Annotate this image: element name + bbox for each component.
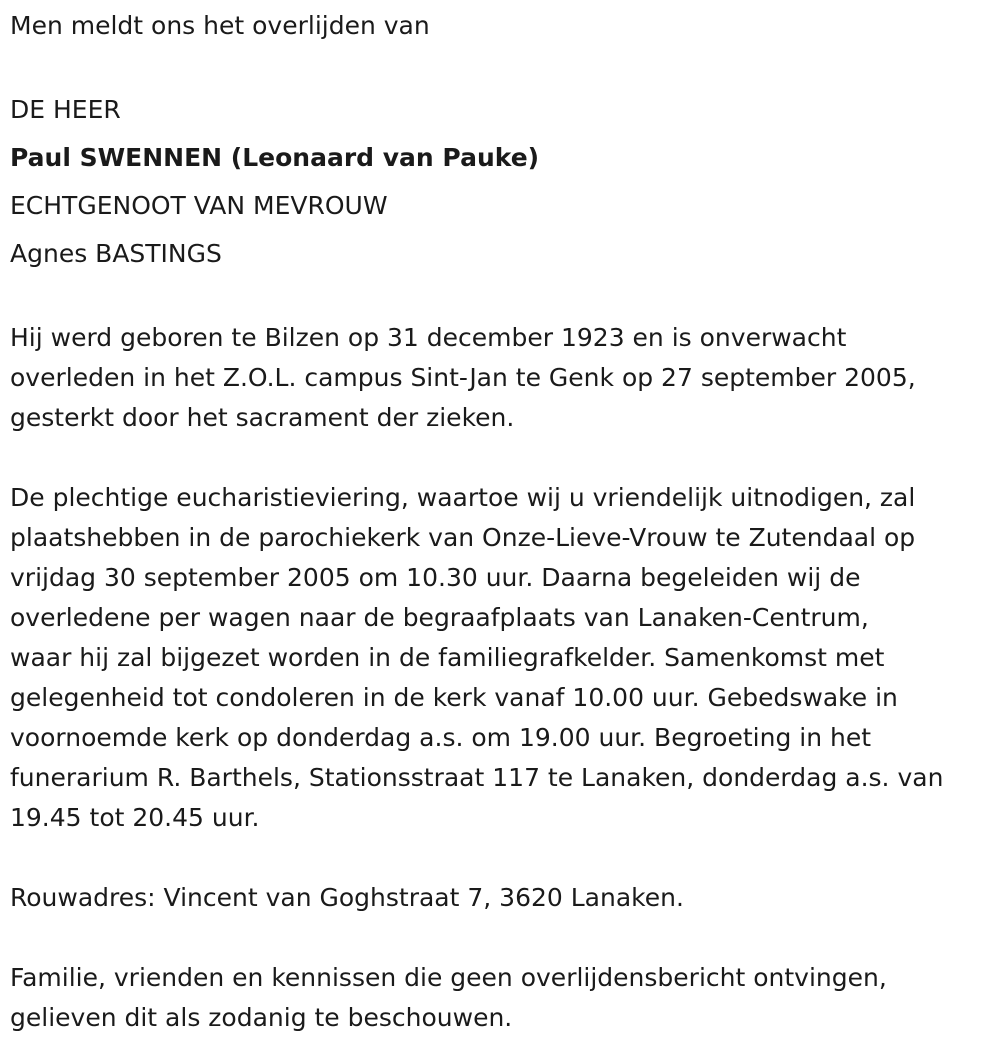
paragraph-line: gesterkt door het sacrament der zieken.	[10, 403, 515, 432]
spacer	[10, 918, 985, 958]
paragraph-line: overleden in het Z.O.L. campus Sint-Jan te Genk op 27 september 2005,	[10, 363, 916, 392]
paragraph-line: waar hij zal bijgezet worden in de familiegrafkelder. Samenkomst met	[10, 643, 885, 672]
paragraph-line: gelegenheid tot condoleren in de kerk vanaf 10.00 uur. Gebedswake in	[10, 683, 898, 712]
paragraph-line: vrijdag 30 september 2005 om 10.30 uur. Daarna begeleiden wij de	[10, 563, 861, 592]
paragraph-line: gelieven dit als zodanig te beschouwen.	[10, 1003, 513, 1032]
paragraph-line: Familie, vrienden en kennissen die geen overlijdensbericht ontvingen,	[10, 963, 887, 992]
deceased-block	[10, 86, 985, 278]
paragraph-line: De plechtige eucharistieviering, waartoe wij u vriendelijk uitnodigen, zal	[10, 483, 916, 512]
closing-paragraph	[10, 958, 985, 1038]
paragraph-line: plaatshebben in de parochiekerk van Onze-Lieve-Vrouw te Zutendaal op	[10, 523, 916, 552]
birth-death-paragraph	[10, 318, 985, 438]
ceremony-paragraph	[10, 478, 985, 838]
spouse-name: Agnes BASTINGS	[10, 239, 222, 268]
paragraph-line: voornoemde kerk op donderdag a.s. om 19.00 uur. Begroeting in het	[10, 723, 872, 752]
deceased-name: Paul SWENNEN (Leonaard van Pauke)	[10, 143, 540, 172]
relation-text: ECHTGENOOT VAN MEVROUW	[10, 191, 388, 220]
paragraph-line: 19.45 tot 20.45 uur.	[10, 803, 260, 832]
spacer	[10, 278, 985, 318]
spacer	[10, 46, 985, 86]
spacer	[10, 438, 985, 478]
paragraph-line: Hij werd geboren te Bilzen op 31 december 1923 en is onverwacht	[10, 323, 847, 352]
paragraph-line: overledene per wagen naar de begraafplaats van Lanaken-Centrum,	[10, 603, 869, 632]
intro-text: Men meldt ons het overlijden van	[10, 11, 430, 40]
deceased-title: DE HEER	[10, 95, 121, 124]
mourning-address: Rouwadres: Vincent van Goghstraat 7, 3620 Lanaken.	[10, 883, 684, 912]
paragraph-line: funerarium R. Barthels, Stationsstraat 117 te Lanaken, donderdag a.s. van	[10, 763, 944, 792]
spacer	[10, 838, 985, 878]
